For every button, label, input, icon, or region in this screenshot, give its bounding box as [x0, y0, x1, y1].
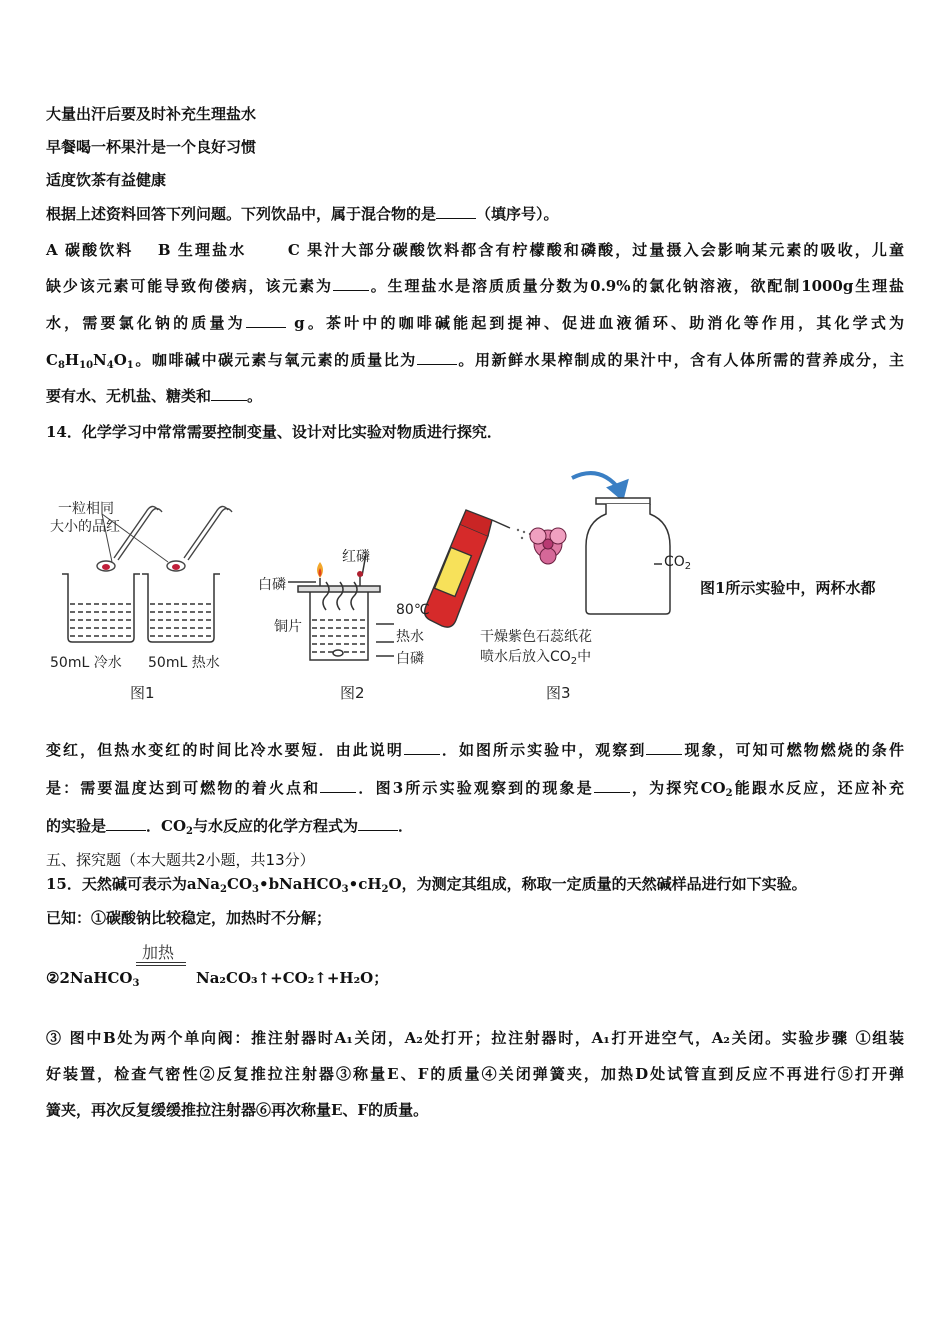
spoon-right: [167, 506, 232, 571]
answer-blank[interactable]: [417, 350, 457, 365]
fig3-co2: $CO_2$: [664, 554, 692, 572]
beaker-hot: [142, 574, 220, 642]
q14-intro: 14．化学学习中常常需要控制变量、设计对比实验对物质进行探究．: [46, 423, 502, 441]
answer-blank[interactable]: [333, 276, 369, 291]
q14-line: 是：需要温度达到可燃物的着火点和 ．图3所示实验观察到的现象是 ，为探究$CO_2$能跟水反应，还应补充: [46, 779, 904, 799]
q13-line: 水，需要氯化钠的质量为 g。茶叶中的咖啡碱能起到提神、促进血液循环、助消化等作用，其化学式为: [46, 314, 904, 332]
known-line: 已知：①碳酸钠比较稳定，加热时不分解；: [46, 909, 332, 927]
caffeine-formula: $C_8H_{10}N_4O_1$: [46, 351, 134, 371]
q13-line: A 碳酸饮料 B 生理盐水 C 果汁大部分碳酸饮料都含有柠檬酸和磷酸，过量摄入会影响某元素的吸收，儿童: [46, 241, 904, 259]
q14-line: 的实验是 ．$CO_2$与水反应的化学方程式为 ．: [46, 817, 414, 837]
fig1-note: 大小的品红: [50, 519, 120, 535]
section-title: 五、探究题（本大题共2小题，共13分）: [46, 851, 315, 869]
experiment-figure: [40, 470, 700, 710]
spray-dots: [517, 529, 531, 539]
p3-line: 簧夹，再次反复缓缓推拉注射器⑥再次称量E、F的质量。: [46, 1101, 429, 1119]
answer-blank[interactable]: [646, 740, 682, 755]
answer-blank[interactable]: [404, 740, 440, 755]
fig1-cold-label: 50mL 冷水: [50, 655, 122, 671]
answer-blank[interactable]: [436, 204, 476, 219]
fig2-caption: 图2: [340, 684, 365, 702]
equation-left: ②2NaHCO$_3$: [46, 969, 140, 989]
q13-line: 要有水、无机盐、糖类和 。: [46, 387, 263, 405]
beaker-cold: [62, 574, 140, 642]
q14-side-text: 图1所示实验中，两杯水都: [700, 579, 876, 597]
list-item: 适度饮茶有益健康: [46, 171, 167, 189]
answer-blank[interactable]: [320, 778, 356, 793]
q15-line: 15．天然碱可表示为$aNa_2CO_3•bNaHCO_3•cH_2O$，为测定其组成，称取一定质量的天然碱样品进行如下实验。: [46, 875, 807, 895]
heat-bar: [136, 962, 186, 963]
heat-bar: [136, 965, 186, 966]
flower: [530, 528, 566, 564]
answer-blank[interactable]: [246, 313, 286, 328]
answer-blank[interactable]: [594, 778, 630, 793]
answer-blank[interactable]: [106, 816, 146, 831]
fig3-desc: 喷水后放入$CO_2$中: [480, 649, 592, 667]
gas-jar: [586, 498, 670, 614]
fig1-caption: 图1: [130, 684, 155, 702]
answer-blank[interactable]: [211, 386, 247, 401]
spray-bottle: [425, 510, 510, 627]
fig2-red-phosphorus: 红磷: [342, 549, 370, 565]
heat-label: 加热: [142, 943, 175, 962]
q13-line: $C_8H_{10}N_4O_1$。咖啡碱中碳元素与氧元素的质量比为 。用新鲜水果榨制成的果汁中，含有人体所需的营养成分，主: [46, 351, 904, 371]
combustion-apparatus: [288, 554, 394, 660]
fig2-white-phosphorus-2: 白磷: [396, 651, 424, 667]
fig1-note: 一粒相同: [58, 501, 114, 517]
experiment-drawings: [40, 470, 700, 710]
fig1-hot-label: 50mL 热水: [148, 655, 220, 671]
p3-line: ③ 图中B处为两个单向阀：推注射器时A₁关闭，A₂处打开；拉注射器时，A₁打开进空气，A₂关闭。实验步骤 ①组装: [46, 1029, 904, 1047]
q14-line: 变红，但热水变红的时间比冷水要短．由此说明 ．如图所示实验中，观察到 现象，可知可燃物燃烧的条件: [46, 741, 904, 759]
equation-right: Na₂CO₃↑+CO₂↑+H₂O；: [196, 969, 389, 987]
fig2-hot-water: 热水: [396, 629, 424, 645]
list-item: 早餐喝一杯果汁是一个良好习惯: [46, 138, 257, 156]
q13-line: 根据上述资料回答下列问题。下列饮品中，属于混合物的是 （填序号）。: [46, 205, 559, 223]
fig3-caption: 图3: [546, 684, 571, 702]
list-item: 大量出汗后要及时补充生理盐水: [46, 105, 257, 123]
answer-blank[interactable]: [358, 816, 398, 831]
p3-line: 好装置，检查气密性②反复推拉注射器③称量E、F的质量④关闭弹簧夹，加热D处试管直到反应不再进行⑤打开弹: [46, 1065, 904, 1083]
fig2-temperature: 80℃: [396, 602, 430, 618]
fig3-desc: 干燥紫色石蕊纸花: [480, 629, 592, 645]
arrow: [572, 473, 626, 498]
fig2-copper: 铜片: [274, 619, 302, 635]
fig2-white-phosphorus: 白磷: [258, 577, 286, 593]
q13-line: 缺少该元素可能导致佝偻病，该元素为 。生理盐水是溶质质量分数为0.9%的氯化钠溶液，欲配制1000g生理盐: [46, 277, 904, 295]
